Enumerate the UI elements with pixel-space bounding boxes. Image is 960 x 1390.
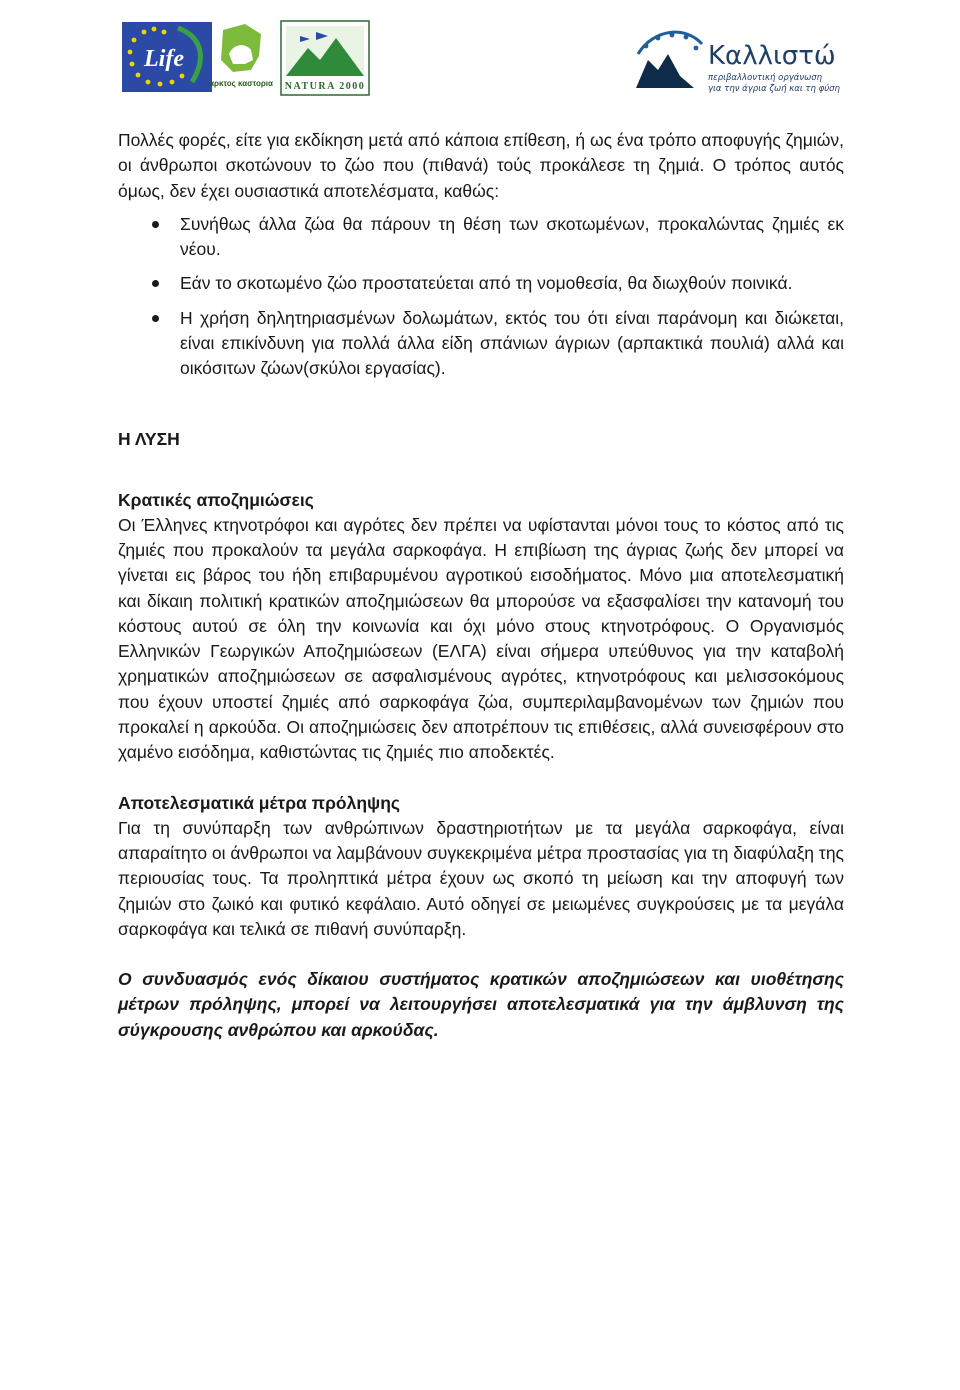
list-item-text: Εάν το σκοτωμένο ζώο προστατεύεται από τη νομοθεσία, θα διωχθούν ποινικά. (180, 273, 793, 294)
prevention-title: Αποτελεσματικά μέτρα πρόληψης (118, 792, 400, 813)
header-logos (0, 16, 960, 98)
list-item-text: Η χρήση δηλητηριασμένων δολωμάτων, εκτός του ότι είναι παράνομη και διώκεται, είναι επικίνδυνη για πολλά άλλα είδη σπάνιων άγριων (αρπακτικά πουλιά) αλλά και οικόσιτων ζώων(σκύλοι εργασίας). (180, 307, 844, 379)
list-item (118, 271, 844, 296)
prevention-section (118, 791, 844, 942)
compensation-section (118, 488, 844, 766)
section-title: Η ΛΥΣΗ (118, 428, 180, 449)
intro-paragraph: Πολλές φορές, είτε για εκδίκηση μετά από κάποια επίθεση, ή ως ένα τρόπο αποφυγής ζημιών, οι άνθρωποι σκοτώνουν το ζώο που (πιθανά) τούς προκάλεσε τη ζημιά. Ο τρόπος αυτός όμως, δεν έχει ουσιαστικά αποτελέσματα, καθώς: (118, 130, 844, 201)
compensation-text: Οι Έλληνες κτηνοτρόφοι και αγρότες δεν πρέπει να υφίστανται μόνοι τους το κόστος από τις ζημιές που προκαλούν τα μεγάλα σαρκοφάγα. Η επιβίωση της άγριας ζωής δεν μπορεί να γίνεται εις βάρος του ήδη επιβαρυμένου αγροτικού εισοδήματος. Μόνο μια αποτελεσματική και δίκαιη πολιτική κρατικών αποζημιώσεων θα μπορούσε να εξασφαλίσει την κατανομή του κόστους αυτού σε όλη την κοινωνία και όχι μόνο στους κτηνοτρόφους. Ο Οργανισμός Ελληνικών Γεωργικών Αποζημιώσεων (ΕΛΓΑ) είναι σήμερα υπεύθυνος για την καταβολή χρηματικών αποζημιώσεων σε ασφαλισμένους αγρότες, κτηνοτρόφους και μελισσοκόμους που έχουν υποστεί ζημιές από σαρκοφάγα ζώα, συμπεριλαμβανομένων των ζημιών που προκαλεί η αρκούδα. Οι αποζημιώσεις δεν αποτρέπουν τις επιθέσεις, αλλά συνεισφέρουν στο χαμένο εισόδημα, καθιστώντας τις ζημιές πιο αποδεκτές. (118, 514, 844, 763)
callisto-name: Καλλιστώ (708, 41, 836, 71)
arktos-logo (209, 20, 273, 96)
bullet-list (118, 212, 844, 382)
prevention-text: Για τη συνύπαρξη των ανθρώπινων δραστηριοτήτων με τα μεγάλα σαρκοφάγα, είναι απαραίτητο οι άνθρωποι να λαμβάνουν συγκεκριμένα μέτρα προστασίας για τη διαφύλαξη της περιουσίας τους. Τα προληπτικά μέτρα έχουν ως σκοπό τη μείωση και την αποφυγή των ζημιών στο ζωικό και φυτικό κεφάλαιο. Αυτό οδηγεί σε μειωμένες συγκρούσεις με τα μεγάλα σαρκοφάγα και τελικά σε πιθανή συνύπαρξη. (118, 817, 844, 939)
bullet-icon (152, 221, 159, 228)
document-body (118, 128, 844, 1043)
callisto-logo (624, 18, 844, 98)
list-item (118, 306, 844, 382)
compensation-title: Κρατικές αποζημιώσεις (118, 489, 314, 510)
callisto-tagline-2: για την άγρια ζωή και τη φύση (708, 84, 840, 94)
bullet-icon (152, 280, 159, 287)
natura2000-logo-text: NATURA 2000 (284, 81, 366, 92)
arktos-logo-text: αρκτος καστορια (209, 79, 273, 88)
life-logo (122, 22, 212, 92)
callisto-tagline-1: περιβαλλοντική οργάνωση (708, 73, 822, 83)
list-item-text: Συνήθως άλλα ζώα θα πάρουν τη θέση των σκοτωμένων, προκαλώντας ζημιές εκ νέου. (180, 213, 844, 260)
bullet-icon (152, 315, 159, 322)
list-item (118, 212, 844, 263)
life-logo-text: Life (144, 46, 184, 72)
natura2000-logo (280, 20, 370, 96)
conclusion-paragraph: Ο συνδυασμός ενός δίκαιου συστήματος κρατικών αποζημιώσεων και υιοθέτησης μέτρων πρόληψης, μπορεί να λειτουργήσει αποτελεσματικά για την άμβλυνση της σύγκρουσης ανθρώπου και αρκούδας. (118, 969, 844, 1040)
